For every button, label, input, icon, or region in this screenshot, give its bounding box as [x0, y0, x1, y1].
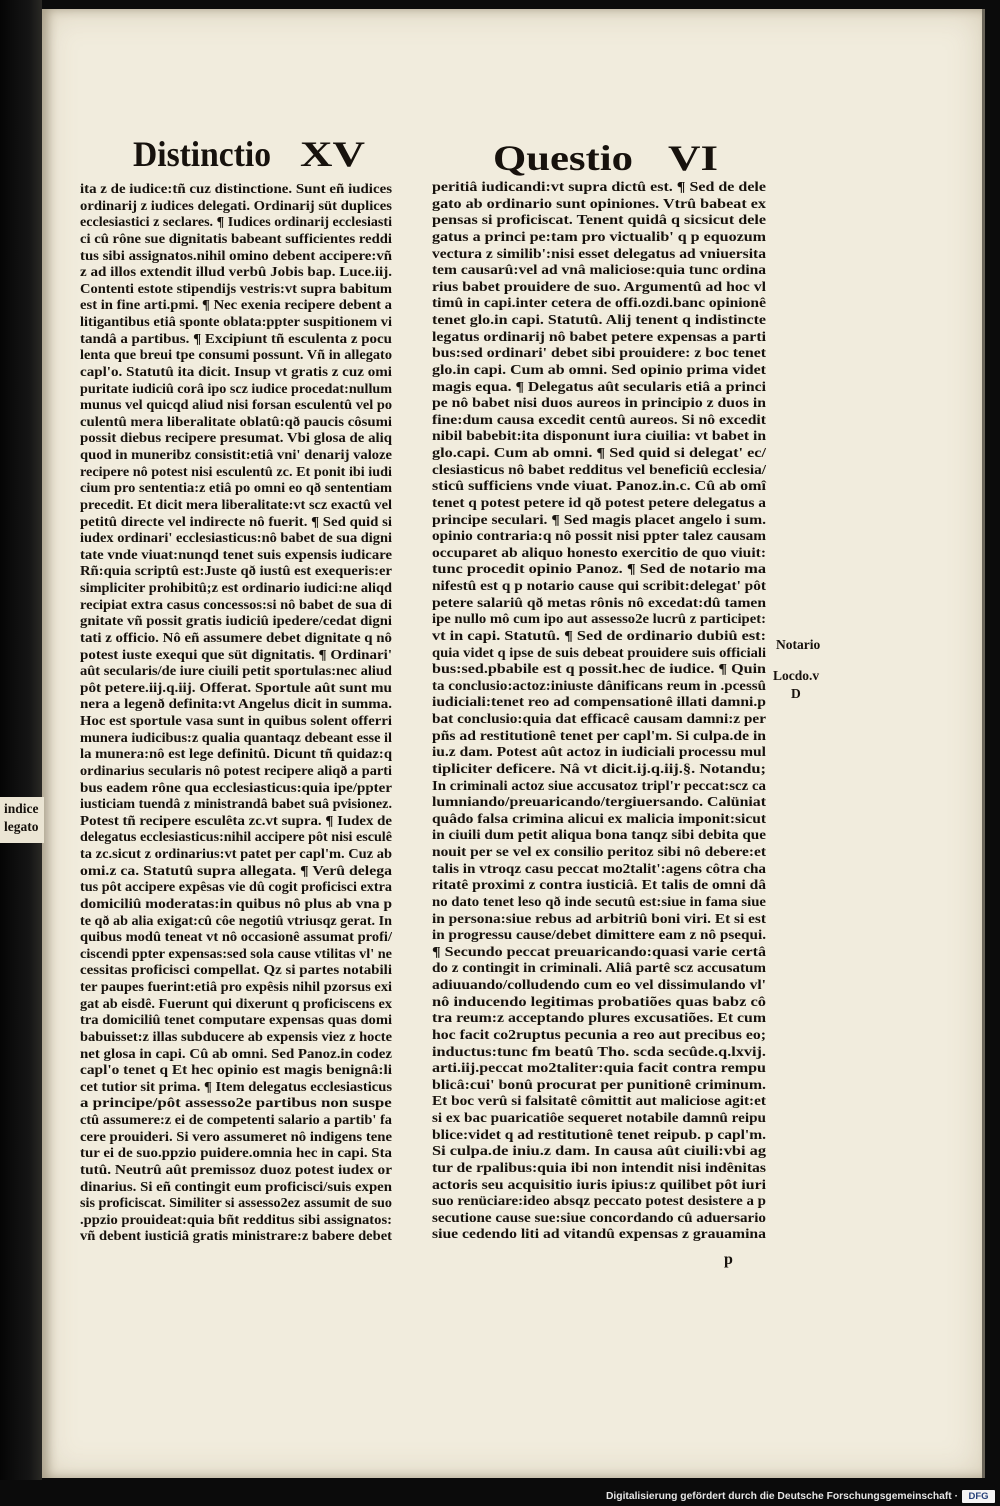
right-column-line — [432, 395, 766, 412]
left-column-line — [80, 663, 392, 680]
right-column-line-text: no dato tenet leso qð inde secutû est:siue in fama siue — [432, 893, 766, 909]
right-column-line — [432, 1193, 766, 1210]
right-column-line — [432, 362, 766, 379]
left-column-line-text: te qð ab alia exigat:cû côe negotiû vtriusqz gerat. In — [80, 912, 393, 928]
right-column-line — [432, 1060, 766, 1077]
margin-note-right: Notario — [776, 637, 821, 652]
right-column-line-text: secutione cause sue:siue concordando cû aduersario — [432, 1209, 766, 1225]
left-column-line — [80, 1029, 392, 1046]
right-column-line-text: rius babet prouidere de suo. Argumentû ad hoc vl — [432, 278, 766, 294]
left-column-line-text: Contenti estote stipendijs vestris:vt supra babitum — [80, 280, 392, 296]
right-column-line-text: fine:dum causa excedit centû aureos. Si nô excedit — [432, 411, 766, 427]
right-column-line-text: talis in vtroqz casu peccat mo2talit':agens côtra cha — [432, 860, 766, 876]
left-column-line-text: .ppzio prouideat:quia bñt redditus sibi assignatos: — [80, 1211, 392, 1227]
left-column-line — [80, 1062, 392, 1079]
left-column-line-text: culentû mera liberalitate oblatû:qð paucis côsumi — [80, 413, 392, 429]
right-column-line-text: bat conclusio:quia dat efficacê causam damni:z per — [432, 711, 766, 726]
left-column-line-text: puritate iudiciû corâ ipo scz iudice procedat:nullum — [80, 380, 392, 396]
right-column-line-text: iu.z dam. Potest aût actoz in iudiciali processu mul — [432, 744, 766, 760]
left-column-line-text: tus pôt accipere expêsas vie dû cogit proficisci extra — [80, 879, 392, 895]
right-column-line-text: nô inducendo legitimas probatiões quas babz cô — [432, 993, 766, 1009]
left-column-line-text: munera iudicibus:z qualia quantaqz debeant esse il — [80, 729, 392, 745]
left-column-line — [80, 929, 392, 946]
right-column-line — [432, 295, 766, 312]
left-column-line-text: quibus modû teneat vt nô occasionê assumat profi/ — [80, 929, 392, 945]
left-column-line — [80, 863, 392, 880]
right-column-line-text: Et boc verû si falsitatê cômittit aut maliciose agit:et — [432, 1093, 766, 1109]
right-column-line — [432, 229, 766, 246]
right-column-line-text: tunc procedit opinio Panoz. ¶ Sed de notario ma — [432, 561, 766, 577]
left-column-line — [80, 829, 392, 846]
right-column-line — [432, 1143, 766, 1160]
right-column-line-text: magis equa. ¶ Delegatus aût secularis etiâ a princi — [432, 378, 766, 394]
left-column-line-text: vñ debent iusticiâ gratis ministrare:z babere debet — [80, 1228, 392, 1244]
left-column-line-text: recipere nô potest nisi esculentû zc. Et ponit ibi iudi — [80, 463, 392, 479]
left-column-line-text: ta zc.sicut z ordinarius:vt patet per capl'm. Cuz ab — [80, 846, 392, 861]
left-column-line-text: simpliciter prohibitû;z est ordinario iudici:ne aliqd — [80, 580, 392, 595]
right-column-line-text: nibil babebit:ita disponunt iura ciuilia: vt babet in — [432, 428, 766, 444]
left-column-line — [80, 597, 392, 614]
left-column-line — [80, 996, 392, 1013]
right-column-line — [432, 545, 766, 562]
left-column-line — [80, 946, 392, 963]
left-column-line — [80, 563, 392, 580]
left-column-line — [80, 746, 392, 763]
running-head-word: Questio — [493, 138, 633, 178]
right-column-line — [432, 611, 766, 628]
right-column-line — [432, 512, 766, 529]
left-column-line-text: tra domiciliû tenet computare expensas quas domi — [80, 1012, 392, 1028]
running-head-word: Distinctio — [133, 134, 271, 174]
left-column-line — [80, 630, 392, 647]
right-column-line — [432, 861, 766, 878]
left-column-line-text: capl'o. Statutû ita dicit. Insup vt gratis z cuz omi — [80, 363, 392, 379]
right-column-line — [432, 694, 766, 711]
left-column-line — [80, 397, 392, 414]
right-column-line — [432, 212, 766, 229]
right-column-line — [432, 1210, 766, 1227]
left-column-line — [80, 846, 392, 863]
left-column-line — [80, 381, 392, 398]
left-column-line-text: tus sibi assignatos.nihil omino debent accipere:vñ — [80, 247, 392, 263]
left-column-line — [80, 763, 392, 780]
left-column-line — [80, 896, 392, 913]
right-column-line-text: pe nô babet nisi duos aureos in principio z duos in — [432, 395, 766, 411]
left-column-line-text: bus eadem rône qua ecclesiasticus:quia ipe/ppter — [80, 779, 392, 795]
left-column-line-text: delegatus ecclesiasticus:nihil accipere pôt nisi esculê — [80, 829, 392, 845]
left-column-line-text: potest iuste exequi que süt dignitatis. ¶ Ordinari' — [80, 646, 392, 662]
left-column-line-text: Potest tñ recipere esculêta zc.vt supra. ¶ Iudex de — [80, 812, 392, 828]
left-column-line — [80, 1129, 392, 1146]
right-column-line-text: ipe nullo mô cum ipo aut assesso2e lucrû z participet: — [432, 611, 766, 627]
left-column-line — [80, 514, 392, 531]
right-column-line — [432, 495, 766, 512]
left-column-line — [80, 879, 392, 896]
right-column-line — [432, 462, 766, 479]
right-column-line-text: actoris seu acquisitio iuris ipius:z quilibet pôt iuri — [432, 1176, 766, 1192]
left-column-line — [80, 647, 392, 664]
right-column-line-text: quia videt q ipse de suis debeat prouidere suis officiali — [432, 644, 766, 660]
left-column-line — [80, 1228, 392, 1245]
left-column-line — [80, 1145, 392, 1162]
digitization-credit-text: Digitalisierung gefördert durch die Deutsche Forschungsgemeinschaft · — [606, 1491, 958, 1502]
left-column-line-text: ecclesiastici z seclares. ¶ Iudices ordinarij ecclesiasti — [80, 214, 392, 230]
right-column-line — [432, 927, 766, 944]
binding-shadow — [0, 0, 42, 1480]
left-column-line-text: tandâ a partibus. ¶ Excipiunt tñ esculenta z pocu — [80, 330, 392, 346]
left-column-line-text: iusticiam tuendâ z ministrandâ babet suâ pvisionez. — [80, 796, 392, 812]
running-head-distinctio-number — [300, 134, 365, 174]
left-column-line — [80, 347, 392, 364]
left-column-line — [80, 580, 392, 597]
right-column-line-text: in ciuili dum petit aliqua bona tanqz sibi debita que — [432, 827, 766, 843]
left-column-line-text: litigantibus etiâ sponte oblata:ppter suspitionem vi — [80, 314, 392, 329]
right-column-line-text: sticû sufficiens vnde viuat. Panoz.in.c. Cû ab omî — [432, 478, 766, 494]
left-column-line-text: tati z officio. Nô eñ assumere debet dignitate q nô — [80, 629, 392, 645]
left-column-line-text: aût secularis/de iure ciuili petit sportulas:nec aliud — [80, 663, 392, 679]
left-column-line-text: ter paupes fuerint:etiâ pro expêsis nihil pzorsus exi — [80, 979, 392, 994]
right-column-line — [432, 994, 766, 1011]
left-column-line — [80, 1095, 392, 1112]
left-column-line-text: gnitate vñ possit gratis iudiciû ipedere/cedat digni — [80, 613, 392, 629]
left-column-line-text: est in fine arti.pmi. ¶ Nec exenia recipere debent a — [80, 297, 392, 313]
left-column-line-text: net glosa in capi. Cû ab omni. Sed Panoz.in codez — [80, 1045, 392, 1061]
left-column-line-text: iudex ordinari' ecclesiasticus:nô babet de sua digni — [80, 530, 392, 546]
left-column-line — [80, 680, 392, 697]
margin-note-left: indice — [4, 801, 39, 816]
right-column-line-text: tur de rpalibus:quia ibi non intendit nisi indênitas — [432, 1159, 766, 1175]
left-column-line-text: tate vnde viuat:nunqd tenet suis expensis iudicare — [80, 546, 392, 562]
right-column-line — [432, 595, 766, 612]
left-column-line — [80, 913, 392, 930]
left-column-line-text: Hoc est sportule vasa sunt in quibus solent offerri — [80, 713, 392, 728]
left-column-line — [80, 181, 392, 198]
right-column-line-text: iudiciali:tenet reo ad compensationê illati damni.p — [432, 694, 766, 710]
right-column-line — [432, 728, 766, 745]
right-column-line-text: occuparet ab aliquo honesto exercitio de quo viuit: — [432, 544, 766, 560]
right-column-line — [432, 661, 766, 678]
right-column-line — [432, 761, 766, 778]
left-column-line-text: recipiat extra casus concessos:si nô babet de sua di — [80, 596, 392, 612]
right-column-line — [432, 827, 766, 844]
left-column-line — [80, 447, 392, 464]
left-column-line-text: ci cû rône sue dignitatis babeant sufficientes reddi — [80, 230, 392, 246]
right-column-line — [432, 744, 766, 761]
right-column-line-text: blicâ:cui' bonû procurat per punitionê criminum. — [432, 1076, 766, 1092]
left-column-line — [80, 696, 392, 713]
right-column-line — [432, 345, 766, 362]
left-column-line — [80, 530, 392, 547]
right-column-line-text: gatus a princi pe:tam pro victualib' q p equozum — [432, 228, 766, 244]
left-column-line — [80, 297, 392, 314]
left-column-line — [80, 314, 392, 331]
digitization-credit — [606, 1490, 958, 1503]
right-column-line-text: bus:sed ordinari' debet sibi prouidere: z boc tenet — [432, 345, 766, 361]
left-column-line — [80, 231, 392, 248]
right-column-line-text: nifestû est q p notario cause qui scribit:delegat' pôt — [432, 578, 766, 593]
left-column-line — [80, 430, 392, 447]
left-column-line-text: precedit. Et dicit mera liberalitate:vt scz exactû vel — [80, 496, 392, 512]
left-column-line — [80, 1195, 392, 1212]
left-column-line-text: babuisset:z illas subducere ab expensis viez z hocte — [80, 1028, 392, 1044]
right-column-line-text: glo.in capi. Cum ab omni. Sed opinio prima videt — [432, 361, 766, 377]
right-column-line — [432, 1177, 766, 1194]
left-column-line-text: cium pro sententia:z etiâ po omni eo qð sententiam — [80, 480, 392, 496]
right-column-line-text: ritatê proximi z contra iusticiâ. Et talis de omni dâ — [432, 877, 766, 893]
left-column-line-text: tutû. Neutrû aût premissoz duoz potest iudex or — [80, 1161, 392, 1177]
right-column-line — [432, 960, 766, 977]
left-column-line — [80, 414, 392, 431]
margin-note-right: D — [791, 686, 801, 701]
right-column-line-text: peritiâ iudicandi:vt supra dictû est. ¶ Sed de dele — [432, 179, 766, 194]
right-column-line-text: hoc facit co2ruptus pecunia a reo aut precibus eo; — [432, 1026, 766, 1042]
right-column-line — [432, 196, 766, 213]
right-column-line-text: pensas si proficiscat. Tenent quidâ q sicsicut dele — [432, 212, 766, 228]
dfg-logo[interactable]: DFG — [962, 1490, 995, 1503]
margin-note-right: Locdo.v — [773, 668, 820, 683]
right-column-line-text: do z contingit in criminali. Aliâ partê scz accusatum — [432, 960, 766, 976]
left-column-line-text: ita z de iudice:tñ cuz distinctione. Sunt eñ iudices — [80, 181, 392, 196]
right-column-line-text: Si culpa.de iniu.z dam. In causa aût ciuili:vbi ag — [432, 1143, 766, 1159]
right-column-line-text: quâdo falsa crimina alicui ex malicia imponit:sicut — [432, 810, 766, 826]
right-column-line-text: tipliciter deficere. Nâ vt dicit.ij.q.iij.§. Notandu; — [432, 760, 766, 776]
right-column-line-text: tra reum:z acceptando plures excusatiões. Et cum — [432, 1010, 766, 1026]
left-column-line — [80, 713, 392, 730]
right-column-line-text: ¶ Secundo peccat preuaricando:quasi varie certâ — [432, 943, 766, 959]
right-column-line-text: in persona:siue rebus ad arbitriû boni viri. Et si est — [432, 910, 766, 926]
left-column-line — [80, 1212, 392, 1229]
right-column-line — [432, 379, 766, 396]
right-column-line-text: glo.capi. Cum ab omni. ¶ Sed quid si delegat' ec/ — [432, 445, 766, 460]
left-column-line — [80, 730, 392, 747]
right-column-line-text: gato ab ordinario sunt opiniones. Vtrû babeat ex — [432, 195, 766, 211]
right-column-line-text: legatus ordinarij nô babet petere expensas a parti — [432, 328, 766, 344]
left-column-line-text: quod in muneribz consistit:etiâ vni' denarij valoze — [80, 447, 392, 462]
left-column-line — [80, 1112, 392, 1129]
right-column-line-text: clesiasticus nô babet redditus vel beneficiû ecclesia/ — [432, 461, 766, 477]
right-column-line — [432, 528, 766, 545]
right-column-line — [432, 279, 766, 296]
left-column-line-text: a principe/pôt assesso2e partibus non suspe — [80, 1095, 392, 1111]
right-column-line — [432, 1160, 766, 1177]
left-column-line-text: dinarius. Si eñ contingit eum proficisci/suis expen — [80, 1178, 393, 1194]
left-column-line — [80, 813, 392, 830]
left-column-line-text: Rñ:quia scriptû est:Juste qð iustû est exequeris:er — [80, 563, 392, 579]
left-column-line — [80, 480, 392, 497]
right-column-line — [432, 678, 766, 695]
right-column-line-text: principe seculari. ¶ Sed magis placet angelo i sum. — [432, 511, 766, 527]
left-column-line-text: gat ab eisdê. Fuerunt qui dixerunt q proficiscens ex — [80, 995, 392, 1011]
running-head-numeral: XV — [300, 134, 365, 174]
right-column-line — [432, 1127, 766, 1144]
right-column-line-text: inductus:tunc fm beatû Tho. scda secûde.q.lxvij. — [432, 1043, 766, 1059]
left-column-line-text: ciscendi ppter expensas:sed sola cause vtilitas vl' ne — [80, 945, 392, 961]
running-head-distinctio — [133, 134, 281, 174]
right-column-line-text: bus:sed.pbabile est q possit.hec de iudice. ¶ Quin — [432, 661, 766, 677]
margin-note-left: legato — [4, 819, 39, 834]
left-column-line-text: petitû directe vel indirecte nô fuerit. ¶ Sed quid si — [80, 513, 392, 529]
right-column-line — [432, 1226, 766, 1243]
right-column-line — [432, 894, 766, 911]
right-column-line — [432, 1093, 766, 1110]
running-head-questio-number — [668, 138, 719, 178]
left-column-line-text: omi.z ca. Statutû supra allegata. ¶ Verû delega — [80, 862, 392, 878]
right-column-line-text: ta conclusio:actoz:iniuste dânificans reum in .pcessû — [432, 677, 766, 693]
left-column-line — [80, 1046, 392, 1063]
right-column-line — [432, 778, 766, 795]
left-text-column — [80, 181, 392, 1245]
right-column-line-text: suo renüciare:ideo absqz peccato potest desistere a p — [432, 1193, 766, 1209]
right-column-line — [432, 977, 766, 994]
right-column-line — [432, 179, 766, 196]
right-column-line — [432, 645, 766, 662]
running-head-numeral: VI — [668, 138, 719, 178]
left-column-line — [80, 497, 392, 514]
left-column-line-text: nera a legenð definita:vt Angelus dicit in summa. — [80, 696, 393, 712]
left-column-line-text: cessitas proficisci compellat. Qz si partes notabili — [80, 962, 392, 978]
left-column-line-text: cere prouideri. Si vero assumeret nô indigens tene — [80, 1128, 392, 1144]
right-column-line-text: opinio contraria:q nô possit nisi ppter talez causam — [432, 528, 766, 544]
right-column-line — [432, 877, 766, 894]
left-column-line — [80, 364, 392, 381]
right-column-line — [432, 911, 766, 928]
left-column-line-text: lenta que breui tpe consumi possunt. Vñ in allegato — [80, 347, 392, 363]
right-column-line-text: si ex bac puaricatiôe sequeret notabile damnû reipu — [432, 1110, 766, 1125]
right-column-line-text: arti.iij.peccat mo2taliter:quia facit contra rempu — [432, 1060, 766, 1076]
right-column-line-text: lumniando/preuaricando/tergiuersando. Calüniat — [432, 794, 766, 810]
right-column-line-text: in progressu cause/debet dimittere eam z nô psequi. — [432, 927, 766, 943]
left-column-line-text: sis proficiscat. Similiter si assesso2ez assumit de suo — [80, 1195, 392, 1211]
right-column-line — [432, 628, 766, 645]
left-column-line — [80, 214, 392, 231]
right-column-line — [432, 794, 766, 811]
page-edge — [982, 9, 985, 1478]
left-column-line — [80, 613, 392, 630]
right-text-column — [432, 179, 766, 1243]
left-column-line — [80, 780, 392, 797]
right-column-line — [432, 561, 766, 578]
right-column-line — [432, 329, 766, 346]
right-column-line-text: In criminali actoz siue accusatoz tripl'r peccat:scz ca — [432, 777, 766, 793]
left-column-line-text: cet tutior sit prima. ¶ Item delegatus ecclesiasticus — [80, 1078, 392, 1094]
right-column-line — [432, 811, 766, 828]
left-column-line — [80, 547, 392, 564]
right-column-line-text: blice:videt q ad restitutionê tenet reipub. p capl'm. — [432, 1126, 766, 1142]
right-column-line — [432, 1044, 766, 1061]
signature-mark: p — [724, 1251, 733, 1268]
right-column-line — [432, 1110, 766, 1127]
right-column-line-text: adiuuando/colludendo cum eo vel dissimulando vl' — [432, 977, 766, 992]
right-column-line — [432, 711, 766, 728]
left-column-line — [80, 464, 392, 481]
left-column-line-text: la munera:nô est lege definitû. Dicunt tñ quidaz:q — [80, 746, 392, 762]
right-column-line-text: vectura z similib':nisi esset delegatus ad vniuersita — [432, 245, 766, 261]
right-column-line — [432, 262, 766, 279]
left-column-line — [80, 198, 392, 215]
left-column-line — [80, 1179, 392, 1196]
right-column-line — [432, 445, 766, 462]
left-column-line-text: possit diebus recipere presumat. Vbi glosa de aliq — [80, 430, 392, 446]
right-column-line-text: petere salariû qð metas rônis nô excedat:dû tamen — [432, 594, 766, 610]
right-column-line — [432, 1027, 766, 1044]
left-column-line — [80, 962, 392, 979]
right-column-line — [432, 428, 766, 445]
right-column-line — [432, 578, 766, 595]
left-column-line — [80, 331, 392, 348]
left-column-line-text: tur ei de suo.ppzio puidere.omnia hec in capi. Sta — [80, 1145, 392, 1161]
right-column-line-text: vt in capi. Statutû. ¶ Sed de ordinario dubiû est: — [432, 627, 766, 643]
left-column-line — [80, 1079, 392, 1096]
left-column-line-text: ctû assumere:z ei de competenti salario a partib' fa — [80, 1112, 392, 1127]
right-column-line — [432, 844, 766, 861]
right-column-line-text: nouit per se vel ex consilio peritoz sibi nô debere:et — [432, 844, 766, 859]
left-column-line — [80, 264, 392, 281]
left-column-line — [80, 1012, 392, 1029]
left-column-line-text: ordinarij z iudices delegati. Ordinarij süt duplices — [80, 197, 392, 213]
left-column-line-text: ordinarius secularis nô potest recipere aliqð a parti — [80, 762, 392, 778]
right-column-line-text: timû in capi.inter cetera de offi.ozdi.banc opinionê — [432, 295, 766, 311]
right-column-line-text: pñs ad restitutionê tenet per capl'm. Si culpa.de in — [432, 727, 766, 743]
left-column-line — [80, 979, 392, 996]
right-column-line-text: tem causarû:vel ad vnâ maliciose:quia tunc ordina — [432, 262, 766, 278]
left-column-line-text: z ad illos extendit illud verbû Jobis bap. Luce.iij. — [80, 264, 392, 280]
right-column-line — [432, 412, 766, 429]
left-column-line-text: domiciliû moderatas:in quibus nô plus ab vna p — [80, 895, 392, 911]
right-column-line — [432, 1010, 766, 1027]
right-column-line-text: siue cedendo liti ad vitandû expensas z grauamina — [432, 1226, 766, 1242]
right-column-line — [432, 1077, 766, 1094]
left-column-line — [80, 796, 392, 813]
left-column-line — [80, 248, 392, 265]
left-column-line — [80, 1162, 392, 1179]
left-column-line-text: pôt petere.iij.q.iij. Offerat. Sportule aût sunt mu — [80, 679, 392, 695]
left-column-line-text: munus vel quicqd aliud nisi forsan esculentû vel po — [80, 397, 392, 413]
right-column-line — [432, 944, 766, 961]
right-column-line-text: tenet q potest petere id qð potest petere delegatus a — [432, 494, 766, 510]
right-column-line — [432, 246, 766, 263]
right-column-line — [432, 312, 766, 329]
left-column-line-text: capl'o tenet q Et hec opinio est magis benignâ:li — [80, 1062, 392, 1078]
left-column-line — [80, 281, 392, 298]
right-column-line-text: tenet glo.in capi. Statutû. Alij tenent q indistincte — [432, 312, 766, 327]
right-column-line — [432, 478, 766, 495]
running-head-questio — [493, 138, 633, 178]
